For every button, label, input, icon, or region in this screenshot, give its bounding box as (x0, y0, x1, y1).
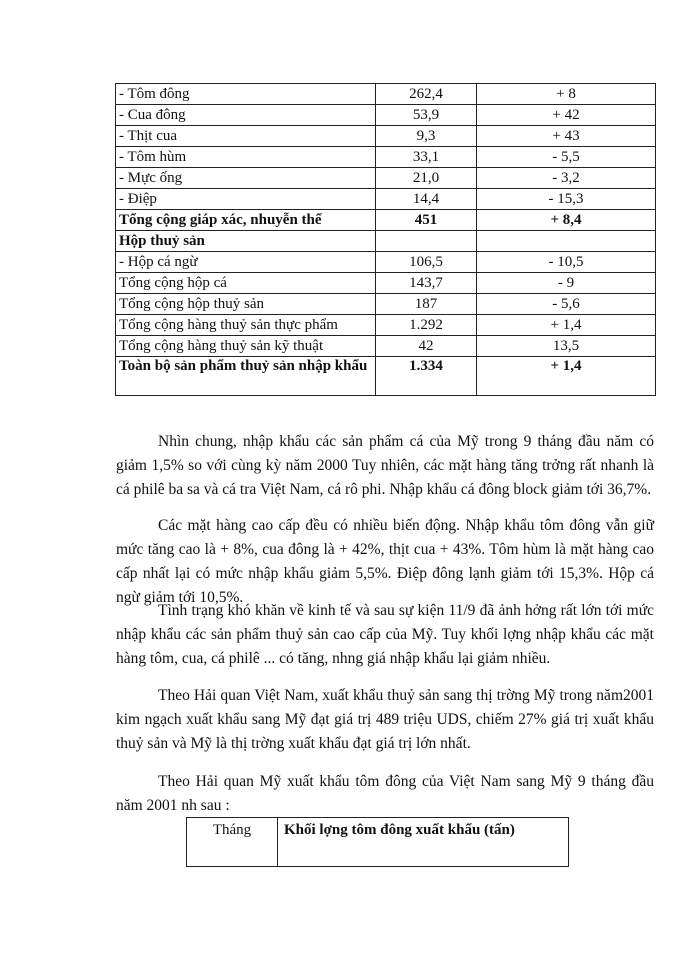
paragraph-5: Theo Hải quan Mỹ xuất khẩu tôm đông của Việt Nam sang Mỹ 9 tháng đầu năm 2001 nh sau : (116, 773, 654, 814)
value-cell: 143,7 (376, 273, 477, 294)
export-table (186, 817, 569, 867)
product-cell: Tổng cộng hàng thuỷ sản kỹ thuật (116, 336, 376, 357)
value-cell: 1.334 (376, 357, 477, 396)
value-cell: 21,0 (376, 168, 477, 189)
product-cell: Tổng cộng hộp thuỷ sản (116, 294, 376, 315)
change-cell (477, 231, 656, 252)
value-cell: 14,4 (376, 189, 477, 210)
table-row (116, 231, 656, 252)
paragraph-2: Các mặt hàng cao cấp đều có nhiều biến động. Nhập khẩu tôm đông vẫn giữ mức tăng cao là + 8%, cua đông là + 42%, thịt cua + 43%. Tôm hùm là mặt hàng cao cấp nhất lại có mức nhập khẩu giảm 5,5%. Điệp đông lạnh giảm tới 15,3%. Hộp cá ngừ giảm tới 10,5%. (116, 517, 654, 606)
value-cell: 33,1 (376, 147, 477, 168)
table-row (116, 273, 656, 294)
change-cell: - 15,3 (477, 189, 656, 210)
table-row (116, 126, 656, 147)
value-cell: 106,5 (376, 252, 477, 273)
paragraph-3: Tình trạng khó khăn về kinh tế và sau sự kiện 11/9 đã ảnh hởng rất lớn tới mức nhập khẩu các sản phẩm thuỷ sản cao cấp của Mỹ. Tuy khối lợng nhập khẩu các mặt hàng tôm, cua, cá philê ... có tăng, nhng giá nhập khẩu lại giảm nhiều. (116, 602, 654, 667)
change-cell: - 3,2 (477, 168, 656, 189)
paragraph-1: Nhìn chung, nhập khẩu các sản phẩm cá của Mỹ trong 9 tháng đầu năm có giảm 1,5% so với cùng kỳ năm 2000 Tuy nhiên, các mặt hàng tăng trởng rất nhanh là cá philê ba sa và cá tra Việt Nam, cá rô phi. Nhập khẩu cá đông block giảm tới 36,7%. (116, 433, 654, 498)
table-row (116, 252, 656, 273)
table-row (116, 336, 656, 357)
product-cell: Tổng cộng hộp cá (116, 273, 376, 294)
product-cell: - Cua đông (116, 105, 376, 126)
change-cell: - 5,6 (477, 294, 656, 315)
change-cell: + 8,4 (477, 210, 656, 231)
change-cell: 13,5 (477, 336, 656, 357)
export-table-header (187, 818, 569, 867)
change-cell: + 43 (477, 126, 656, 147)
change-cell: + 8 (477, 84, 656, 105)
product-cell: Tổng cộng hàng thuỷ sản thực phẩm (116, 315, 376, 336)
change-cell: + 42 (477, 105, 656, 126)
value-cell: 262,4 (376, 84, 477, 105)
change-cell: - 10,5 (477, 252, 656, 273)
table-row (116, 315, 656, 336)
table-row (116, 168, 656, 189)
table-row (116, 84, 656, 105)
product-cell: - Tôm hùm (116, 147, 376, 168)
table-row (116, 105, 656, 126)
table-row (116, 147, 656, 168)
table-row (116, 357, 656, 396)
change-cell: - 9 (477, 273, 656, 294)
table-row (116, 189, 656, 210)
change-cell: - 5,5 (477, 147, 656, 168)
value-cell (376, 231, 477, 252)
month-header: Tháng (187, 818, 278, 867)
paragraph-4: Theo Hải quan Việt Nam, xuất khẩu thuỷ sản sang thị trờng Mỹ trong năm2001 kim ngạch xuất khẩu sang Mỹ đạt giá trị 489 triệu UDS, chiếm 27% giá trị xuất khẩu thuỷ sản và Mỹ là thị trờng xuất khẩu đạt giá trị lớn nhất. (116, 687, 654, 752)
value-cell: 451 (376, 210, 477, 231)
volume-header: Khối lợng tôm đông xuất khẩu (tấn) (278, 818, 569, 867)
product-cell: - Tôm đông (116, 84, 376, 105)
value-cell: 9,3 (376, 126, 477, 147)
value-cell: 187 (376, 294, 477, 315)
table-row (116, 294, 656, 315)
product-cell: Tổng cộng giáp xác, nhuyễn thể (116, 210, 376, 231)
product-cell: - Thịt cua (116, 126, 376, 147)
product-cell: - Hộp cá ngừ (116, 252, 376, 273)
value-cell: 53,9 (376, 105, 477, 126)
product-cell: - Điệp (116, 189, 376, 210)
product-cell: Hộp thuỷ sản (116, 231, 376, 252)
product-cell: - Mực ống (116, 168, 376, 189)
change-cell: + 1,4 (477, 357, 656, 396)
import-table (115, 83, 656, 396)
value-cell: 42 (376, 336, 477, 357)
table-row (116, 210, 656, 231)
change-cell: + 1,4 (477, 315, 656, 336)
product-cell: Toàn bộ sản phẩm thuỷ sản nhập khẩu (116, 357, 376, 396)
value-cell: 1.292 (376, 315, 477, 336)
